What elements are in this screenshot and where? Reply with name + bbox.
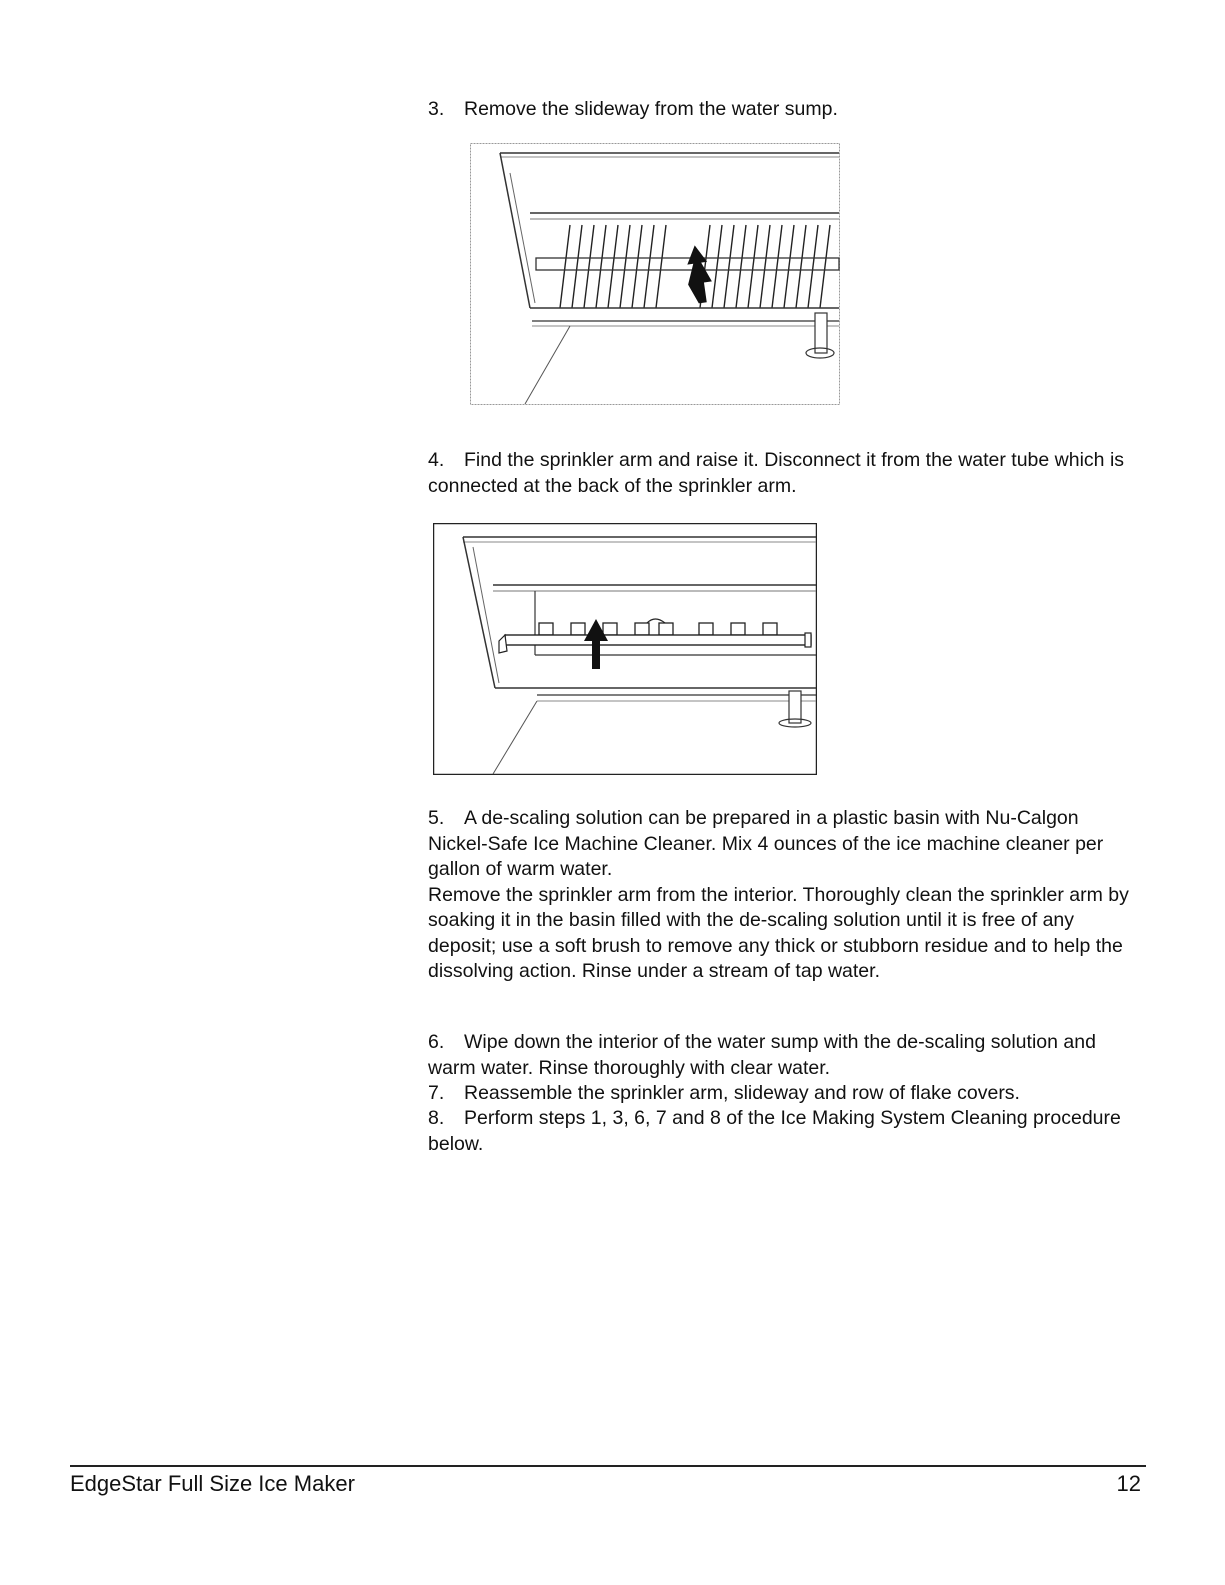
sprinkler-arm-illustration [433,523,817,775]
slideway-removal-illustration [470,143,840,405]
step-5 [428,806,1143,985]
step-4 [428,448,1143,499]
step-text: Perform steps 1, 3, 6, 7 and 8 of the Ice Making System Cleaning procedure below. [428,1107,1121,1155]
footer-divider [70,1465,1146,1467]
step-text: Find the sprinkler arm and raise it. Disconnect it from the water tube which is connected at the back of the sprinkler arm. [428,449,1125,497]
footer-title: EdgeStar Full Size Ice Maker [70,1471,355,1496]
step-text: Remove the slideway from the water sump. [464,98,838,120]
step-6 [428,1030,1143,1081]
step-number: 6. [428,1031,445,1053]
step-7 [428,1081,1143,1107]
step-3 [428,97,1143,123]
step-8 [428,1106,1143,1157]
step-number: 7. [428,1082,445,1104]
step-text: A de-scaling solution can be prepared in a plastic basin with Nu-Calgon Nickel-Safe Ice Machine Cleaner. Mix 4 ounces of the ice machine cleaner per gallon of warm water. [428,807,1104,880]
step-text: Wipe down the interior of the water sump with the de-scaling solution and warm water. Rinse thoroughly with clear water. [428,1031,1096,1079]
step-text: Reassemble the sprinkler arm, slideway and row of flake covers. [464,1082,1020,1104]
step-text-continued: Remove the sprinkler arm from the interior. Thoroughly clean the sprinkler arm by soaking it in the basin filled with the de-scaling solution until it is free of any deposit; use a soft brush to remove any thick or stubborn residue and to help the dissolving action. Rinse under a stream of tap water. [428,883,1129,982]
page-number: 12 [1116,1471,1141,1496]
step-number: 8. [428,1107,445,1129]
step-number: 3. [428,98,445,120]
step-number: 5. [428,807,445,829]
step-number: 4. [428,449,445,471]
